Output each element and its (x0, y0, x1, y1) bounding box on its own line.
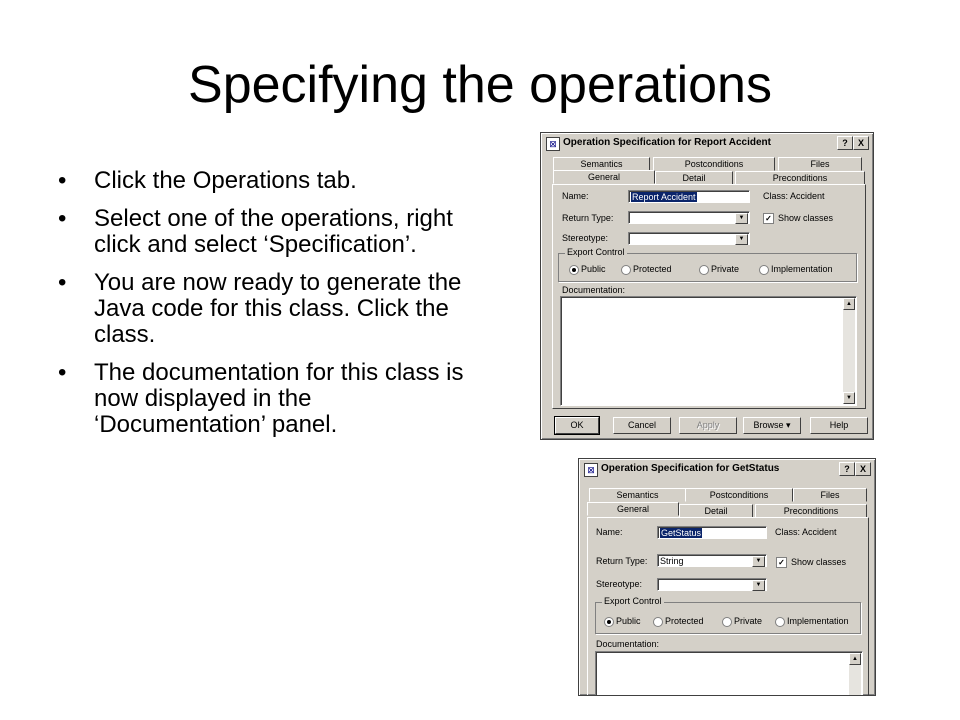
bullet-dot: • (58, 269, 67, 296)
tab-postconditions[interactable]: Postconditions (653, 157, 775, 171)
radio-public[interactable] (604, 617, 614, 627)
export-control-group (558, 247, 857, 282)
bullet-item (58, 360, 468, 438)
radio-private-label: Private (734, 616, 763, 626)
return-type-label: Return Type: (562, 213, 614, 223)
return-type-select[interactable] (657, 554, 767, 567)
tab-files[interactable]: Files (778, 157, 862, 171)
name-label: Name: (596, 527, 623, 537)
documentation-textarea[interactable] (595, 651, 863, 696)
return-type-select[interactable] (628, 211, 750, 224)
export-control-label: Export Control (604, 596, 662, 606)
scroll-down-arrow-icon[interactable]: ▼ (843, 392, 855, 404)
ok-button[interactable]: OK (555, 417, 599, 434)
bullet-text: Select one of the operations, right click and select ‘Specification’. (94, 205, 453, 258)
help-title-button[interactable]: ? (839, 462, 855, 476)
chevron-down-icon[interactable]: ▼ (752, 580, 765, 591)
bullet-text: Click the Operations tab. (94, 167, 357, 194)
name-label: Name: (562, 191, 589, 201)
bullet-item (58, 270, 468, 348)
stereotype-label: Stereotype: (562, 233, 609, 243)
tab-files[interactable]: Files (793, 488, 867, 502)
chevron-down-icon[interactable]: ▼ (735, 234, 748, 245)
close-button[interactable]: X (855, 462, 871, 476)
stereotype-select[interactable] (657, 578, 767, 591)
radio-private[interactable] (722, 617, 732, 627)
close-button[interactable]: X (853, 136, 869, 150)
bullet-dot: • (58, 167, 67, 194)
export-control-label: Export Control (567, 247, 625, 257)
cancel-button[interactable]: Cancel (613, 417, 671, 434)
class-label: Class: Accident (763, 191, 825, 201)
stereotype-select[interactable] (628, 232, 750, 245)
tab-preconditions[interactable]: Preconditions (735, 171, 865, 185)
documentation-label: Documentation: (562, 285, 626, 295)
show-classes-label: Show classes (791, 557, 847, 567)
bullet-text: The documentation for this class is now displayed in the ‘Documentation’ panel. (94, 359, 464, 438)
tab-semantics[interactable]: Semantics (589, 488, 686, 502)
radio-public[interactable] (569, 265, 579, 275)
radio-implementation-label: Implementation (771, 264, 833, 274)
vertical-scrollbar[interactable] (843, 298, 855, 404)
documentation-label: Documentation: (596, 639, 660, 649)
help-button[interactable]: Help (810, 417, 868, 434)
show-classes-label: Show classes (778, 213, 834, 223)
stereotype-label: Stereotype: (596, 579, 643, 589)
tab-detail[interactable]: Detail (655, 171, 733, 185)
bullet-item (58, 206, 468, 258)
radio-implementation[interactable] (775, 617, 785, 627)
name-field[interactable] (628, 190, 750, 203)
operation-spec-dialog-getstatus (578, 458, 876, 696)
chevron-down-icon[interactable]: ▼ (752, 556, 765, 567)
radio-protected[interactable] (621, 265, 631, 275)
bullet-list (58, 168, 468, 450)
window-title: Operation Specification for Report Accident (563, 137, 771, 148)
radio-protected[interactable] (653, 617, 663, 627)
radio-private-label: Private (711, 264, 740, 274)
name-field[interactable] (657, 526, 767, 539)
radio-public-label: Public (581, 264, 606, 274)
title-bar[interactable] (543, 135, 871, 151)
radio-implementation[interactable] (759, 265, 769, 275)
operation-spec-dialog-report-accident (540, 132, 874, 440)
radio-public-label: Public (616, 616, 641, 626)
name-value: GetStatus (661, 528, 702, 538)
tab-preconditions[interactable]: Preconditions (755, 504, 867, 518)
name-value: Report Accident (632, 192, 696, 202)
help-title-button[interactable]: ? (837, 136, 853, 150)
radio-private[interactable] (699, 265, 709, 275)
export-control-group (595, 596, 861, 634)
show-classes-checkbox[interactable]: ✓ (776, 557, 787, 568)
bullet-text: You are now ready to generate the Java code for this class. Click the class. (94, 269, 462, 348)
apply-button[interactable]: Apply (679, 417, 737, 434)
tab-general[interactable]: General (553, 170, 655, 184)
scroll-up-arrow-icon[interactable]: ▲ (849, 653, 861, 665)
show-classes-checkbox[interactable]: ✓ (763, 213, 774, 224)
radio-implementation-label: Implementation (787, 616, 849, 626)
title-bar[interactable] (581, 461, 873, 477)
tab-postconditions[interactable]: Postconditions (685, 488, 793, 502)
tab-general[interactable]: General (587, 502, 679, 516)
window-title: Operation Specification for GetStatus (601, 463, 780, 474)
class-label: Class: Accident (775, 527, 837, 537)
window-icon: ⊠ (584, 463, 598, 477)
scroll-up-arrow-icon[interactable]: ▲ (843, 298, 855, 310)
documentation-textarea[interactable] (560, 296, 857, 406)
window-icon: ⊠ (546, 137, 560, 151)
tab-detail[interactable]: Detail (679, 504, 753, 518)
chevron-down-icon[interactable]: ▼ (735, 213, 748, 224)
tab-semantics[interactable]: Semantics (553, 157, 650, 171)
radio-protected-label: Protected (665, 616, 704, 626)
bullet-dot: • (58, 205, 67, 232)
vertical-scrollbar[interactable] (849, 653, 861, 696)
browse-button[interactable]: Browse ▾ (743, 417, 801, 434)
bullet-item (58, 168, 468, 194)
radio-protected-label: Protected (633, 264, 672, 274)
return-type-label: Return Type: (596, 556, 648, 566)
bullet-dot: • (58, 359, 67, 386)
slide-title: Specifying the operations (188, 56, 772, 114)
return-type-value: String (660, 556, 684, 566)
